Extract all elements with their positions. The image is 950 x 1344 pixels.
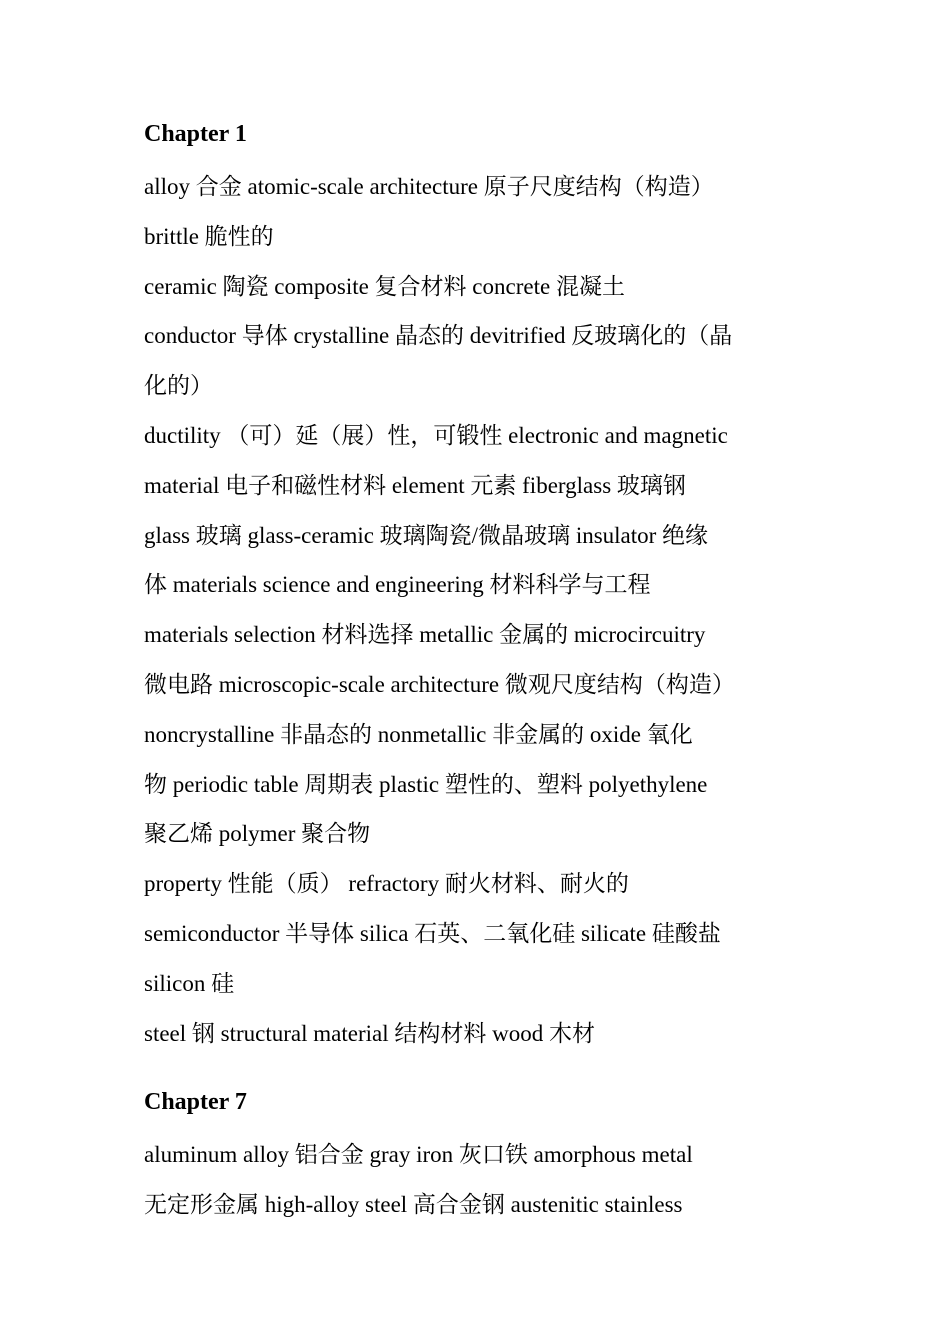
vocabulary-line: 物 periodic table 周期表 plastic 塑性的、塑料 polyethylene	[144, 771, 708, 797]
chapter-1-section	[144, 112, 814, 1058]
vocabulary-line: semiconductor 半导体 silica 石英、二氧化硅 silicate 硅酸盐	[144, 920, 721, 946]
vocabulary-line: ceramic 陶瓷 composite 复合材料 concrete 混凝土	[144, 273, 625, 299]
vocabulary-line: 聚乙烯 polymer 聚合物	[144, 821, 371, 847]
vocabulary-line: conductor 导体 crystalline 晶态的 devitrified 反玻璃化的（晶	[144, 323, 733, 349]
vocabulary-list	[144, 1130, 814, 1230]
vocabulary-line: material 电子和磁性材料 element 元素 fiberglass 玻璃钢	[144, 472, 686, 498]
vocabulary-line: brittle 脆性的	[144, 223, 274, 249]
vocabulary-line: materials selection 材料选择 metallic 金属的 microcircuitry	[144, 622, 706, 648]
vocabulary-line: ductility （可）延（展）性，可锻性 electronic and magnetic	[144, 422, 728, 448]
vocabulary-line: glass 玻璃 glass-ceramic 玻璃陶瓷/微晶玻璃 insulator 绝缘	[144, 522, 709, 548]
chapter-heading: Chapter 1	[144, 121, 247, 147]
vocabulary-line: alloy 合金 atomic-scale architecture 原子尺度结构（构造）	[144, 174, 714, 199]
vocabulary-line: 体 materials science and engineering 材料科学与工程	[144, 572, 651, 598]
vocabulary-line: aluminum alloy 铝合金 gray iron 灰口铁 amorphous metal	[144, 1142, 693, 1168]
chapter-heading: Chapter 7	[144, 1089, 247, 1116]
vocabulary-line: 化的）	[144, 373, 213, 399]
vocabulary-list	[144, 162, 814, 1058]
vocabulary-line: steel 钢 structural material 结构材料 wood 木材	[144, 1020, 595, 1046]
vocabulary-line: 无定形金属 high-alloy steel 高合金钢 austenitic stainless	[144, 1192, 683, 1218]
vocabulary-line: 微电路 microscopic-scale architecture 微观尺度结构（构造）	[144, 671, 735, 697]
vocabulary-line: silicon 硅	[144, 970, 235, 996]
vocabulary-line: property 性能（质） refractory 耐火材料、耐火的	[144, 871, 629, 897]
document-page	[144, 112, 814, 1230]
chapter-7-section	[144, 1080, 814, 1230]
vocabulary-line: noncrystalline 非晶态的 nonmetallic 非金属的 oxide 氧化	[144, 721, 693, 747]
